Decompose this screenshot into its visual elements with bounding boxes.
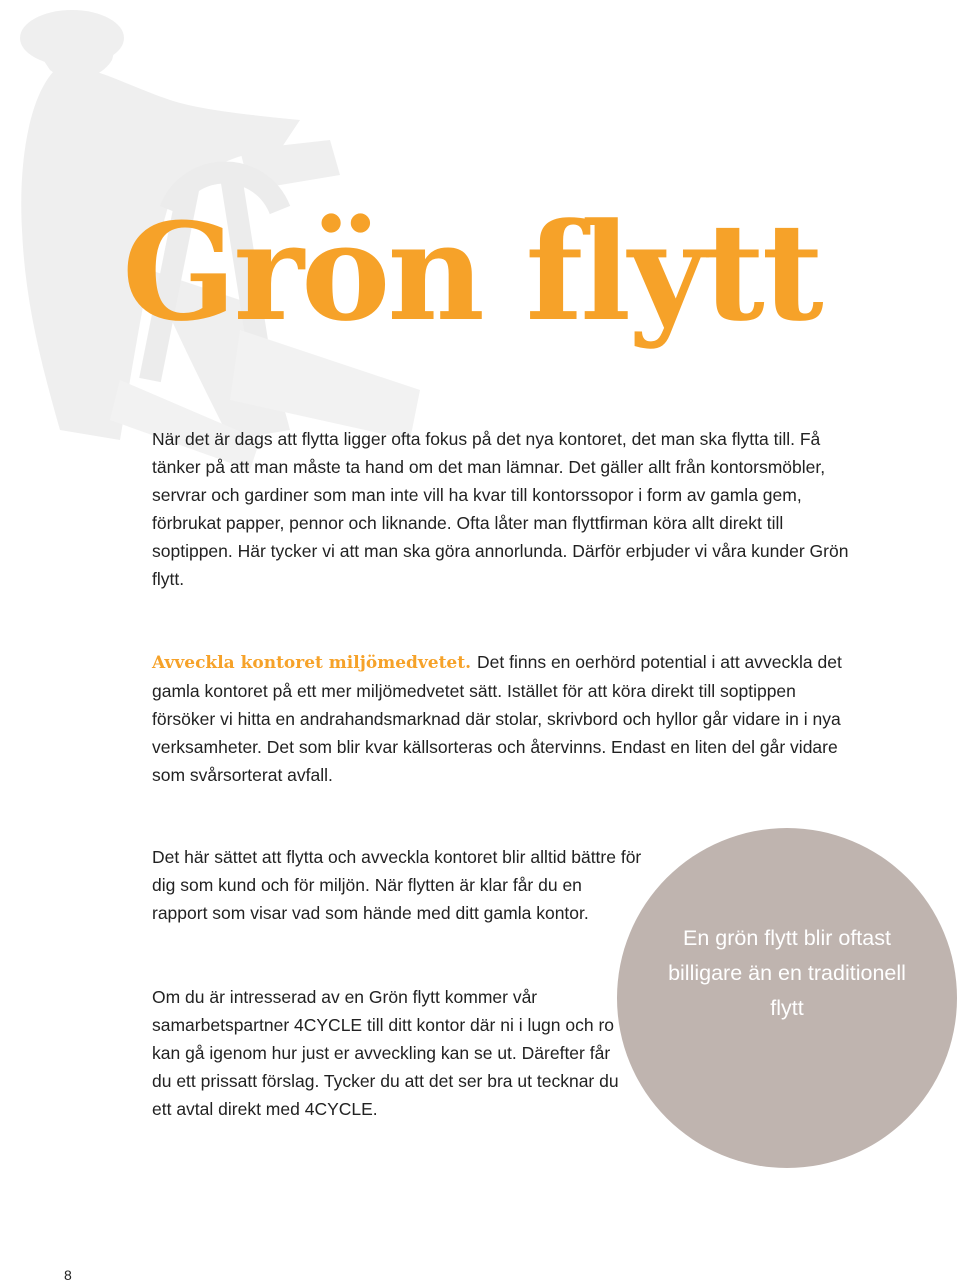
section-body: Det finns en oerhörd potential i att avveckla det gamla kontoret på ett mer miljömedvetet sätt. Istället för att köra direkt till soptippen försöker vi hitta en andrahandsmarknad där stolar, skrivbord och hyllor går vidare in i nya verksamheter. Det som blir kvar källsorteras och återvinns. Endast en liten del går vidare som svårsorterat avfall. (152, 652, 842, 785)
intro-paragraph: När det är dags att flytta ligger ofta fokus på det nya kontoret, det man ska flytta till. Få tänker på att man måste ta hand om det man lämnar. Det gäller allt från kontorsmöbler, servrar och gardiner som man inte vill ha kvar till kontorssopor i form av gamla gem, förbrukat papper, pennor och liknande. Ofta låter man flyttfirman köra allt direkt till soptippen. Här tycker vi att man ska göra annorlunda. Därför erbjuder vi våra kunder Grön flytt. (152, 429, 849, 589)
section-paragraph (152, 648, 862, 789)
body-paragraph-3: Det här sättet att flytta och avveckla kontoret blir alltid bättre för dig som kund och för miljön. När flytten är klar får du en rapport som visar vad som hände med ditt gamla kontor. (152, 847, 642, 923)
page-number: 8 (64, 1267, 72, 1283)
section-lead: Avveckla kontoret miljömedvetet. (152, 653, 472, 673)
callout-text: En grön flytt blir oftast billigare än en traditionell flytt (668, 925, 906, 1020)
page-title: Grön flytt (122, 193, 821, 351)
callout-circle (617, 828, 957, 1168)
body-paragraph-4: Om du är intresserad av en Grön flytt kommer vår samarbetspartner 4CYCLE till ditt kontor där ni i lugn och ro kan gå igenom hur just er avveckling kan se ut. Därefter får du ett prissatt förslag. Tycker du att det ser bra ut tecknar du ett avtal direkt med 4CYCLE. (152, 987, 619, 1119)
